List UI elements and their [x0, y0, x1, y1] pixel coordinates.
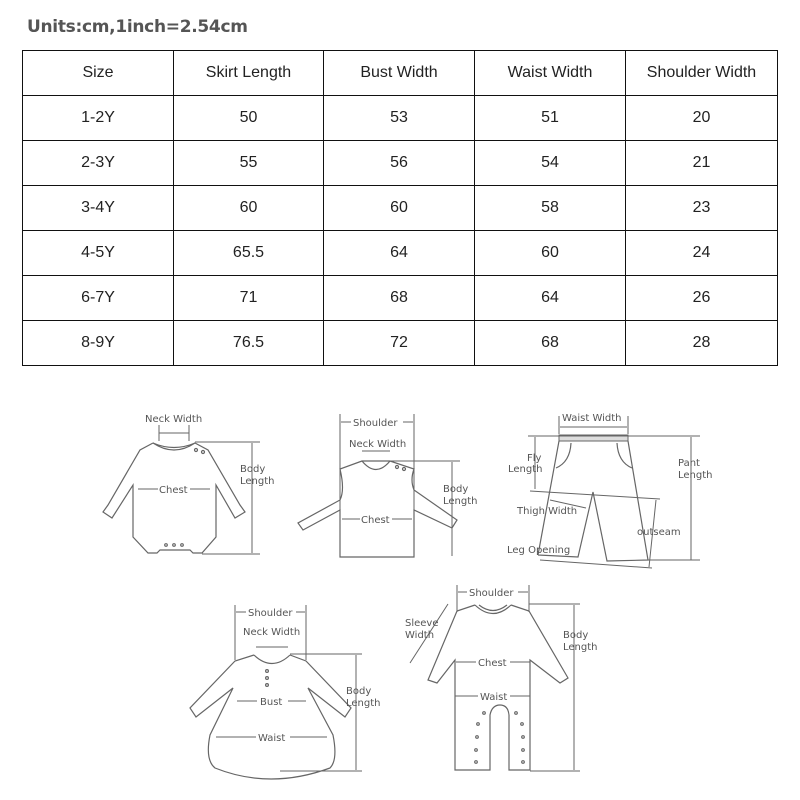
cell: 1-2Y	[23, 96, 174, 141]
pants-leg-opening-label: Leg Opening	[507, 545, 571, 556]
cell: 60	[475, 231, 626, 276]
bodysuit-neck-width-label: Neck Width	[145, 414, 203, 425]
pants-outseam-label: outseam	[637, 527, 681, 538]
units-note: Units:cm,1inch=2.54cm	[27, 17, 248, 37]
cell: 4-5Y	[23, 231, 174, 276]
cell: 64	[475, 276, 626, 321]
cell: 2-3Y	[23, 141, 174, 186]
pants-waist-width-label: Waist Width	[562, 413, 622, 424]
cell: 68	[324, 276, 475, 321]
cell: 58	[475, 186, 626, 231]
cell: 26	[626, 276, 778, 321]
cell: 23	[626, 186, 778, 231]
cell: 71	[174, 276, 324, 321]
romper-shoulder-label: Shoulder	[469, 588, 514, 599]
romper-body-label: Body	[563, 630, 589, 641]
cell: 64	[324, 231, 475, 276]
romper-length-label: Length	[563, 642, 598, 653]
cell: 60	[174, 186, 324, 231]
sweater-neck-width-label: Neck Width	[349, 439, 407, 450]
header-bust-width: Bust Width	[324, 51, 475, 96]
dress-waist-label: Waist	[258, 733, 286, 744]
cell: 55	[174, 141, 324, 186]
header-size: Size	[23, 51, 174, 96]
header-skirt-length: Skirt Length	[174, 51, 324, 96]
cell: 28	[626, 321, 778, 366]
sweater-body-label: Body	[443, 484, 469, 495]
bodysuit-chest-label: Chest	[159, 485, 188, 496]
sweater-chest-label: Chest	[361, 515, 390, 526]
cell: 68	[475, 321, 626, 366]
romper-sleeve-label: Sleeve	[405, 618, 439, 629]
dress-bust-label: Bust	[260, 697, 283, 708]
cell: 60	[324, 186, 475, 231]
bodysuit-length-label: Length	[240, 476, 275, 487]
cell: 24	[626, 231, 778, 276]
romper-sleeve-width-label: Width	[405, 630, 435, 641]
sweater-length-label: Length	[443, 496, 478, 507]
romper-waist-label: Waist	[480, 692, 508, 703]
cell: 3-4Y	[23, 186, 174, 231]
cell: 21	[626, 141, 778, 186]
cell: 51	[475, 96, 626, 141]
cell: 76.5	[174, 321, 324, 366]
pants-fly-label: Fly	[527, 453, 542, 464]
dress-length-label: Length	[346, 698, 381, 709]
cell: 72	[324, 321, 475, 366]
pants-fly-length-label: Length	[508, 464, 543, 475]
cell: 53	[324, 96, 475, 141]
cell: 54	[475, 141, 626, 186]
cell: 56	[324, 141, 475, 186]
pants-pant-length-label: Length	[678, 470, 713, 481]
cell: 6-7Y	[23, 276, 174, 321]
romper-chest-label: Chest	[478, 658, 507, 669]
pants-thigh-width-label: Thigh Width	[517, 506, 578, 517]
cell: 8-9Y	[23, 321, 174, 366]
header-shoulder-width: Shoulder Width	[626, 51, 778, 96]
header-waist-width: Waist Width	[475, 51, 626, 96]
cell: 20	[626, 96, 778, 141]
dress-neck-width-label: Neck Width	[243, 627, 301, 638]
cell: 50	[174, 96, 324, 141]
cell: 65.5	[174, 231, 324, 276]
dress-body-label: Body	[346, 686, 372, 697]
pants-pant-label: Pant	[678, 458, 700, 469]
sweater-shoulder-label: Shoulder	[353, 418, 398, 429]
dress-shoulder-label: Shoulder	[248, 608, 293, 619]
bodysuit-body-label: Body	[240, 464, 266, 475]
